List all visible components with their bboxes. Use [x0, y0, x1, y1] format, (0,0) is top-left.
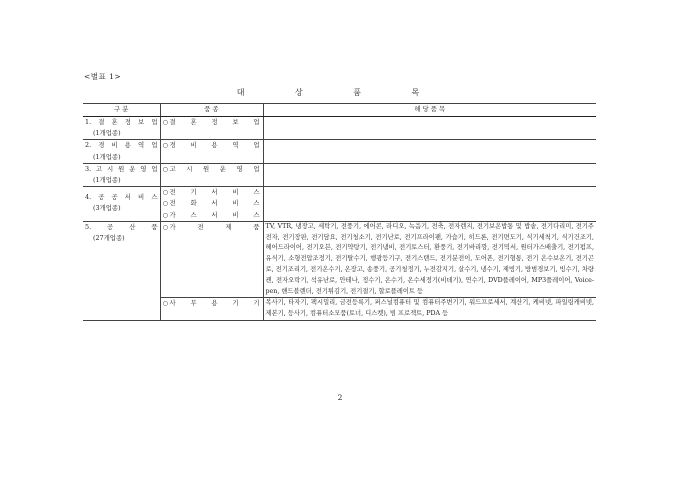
category-count: (1개업종) [93, 152, 121, 161]
item-line: ○ 결 혼 정 보 업 [163, 117, 261, 128]
category-cell [83, 140, 160, 163]
annex-label: <별표 1> [84, 72, 122, 81]
page-title: 대 상 품 목 [236, 88, 444, 97]
category-cell [83, 117, 160, 140]
target-items-table [83, 103, 596, 321]
category-count: (3개업종) [93, 204, 121, 213]
header-applicable: 해 당 품 목 [263, 104, 596, 117]
bullet-icon: ○ [162, 299, 169, 308]
category-cell [83, 187, 160, 222]
item-cell [160, 140, 263, 163]
table-header-row [83, 104, 596, 117]
category-name: 3. 고 시 원 운 영 업 [85, 164, 158, 173]
bullet-icon: ○ [162, 222, 169, 231]
category-count: (27개업종) [93, 234, 125, 243]
category-name: 2. 경 비 용 역 업 [85, 141, 158, 150]
item-line: ○ 전 화 서 비 스 [163, 198, 261, 209]
category-cell [83, 221, 160, 320]
applicable-description: TV, VTR, 냉장고, 세탁기, 전풍기, 에어콘, 라디오, 녹음기, 전축, 전자렌지, 전기보온밥통 및 밥솥, 전기다리미, 전기주전자, 전기장판, 전기담요, 전기청소기, 전기난로, 전기프라이팬, 가습기, 히드론, 전기면도기, 식기세척기, 식기건조기, 헤어드라이어, 전기오븐, 전기약탕기, 전기냄비, 전기토스터, 환풍기, 전기바리깡, 전기믹서, 원터가스배출기, 전기펌프, 유식기, 소형전압조정기, 전기탈수기, 행광등기구, 전기스탠드, 전기분전이, 도어폰, 전기형통, 전기 온수보온기, 전기곤로, 전기조리기, 전기온수기, 온장고, 송풍기, 공기청정기, 누전감지기, 살수기, 냉수기, 제빙기, 방범경보기, 빙수기, 차량켄, 전자오락기, 석유난로, 안테나, 정수기, 온수기, 온수세정기(비데기), 연수기, DVD플레이어, MP3플레이어, Voice-pen, 핸드블렌더, 전기튀김기, 전기절기, 할로플레이트 등 [263, 221, 596, 298]
table-row [83, 140, 596, 163]
item-cell [160, 117, 263, 140]
category-name: 1. 결 혼 정 보 업 [85, 118, 158, 126]
applicable-description: 복사기, 타자기, 팩시밀리, 금전등록기, 퍼스널컴퓨터 및 컴퓨터주변기기, 워드프로세서, 계산기, 케비넷, 파일링캐비넷, 제본기, 등사기, 컴퓨터소모품(토너, 디스켓), 빔 프로젝트, PDA 등 [263, 298, 596, 321]
bullet-icon: ○ [162, 210, 169, 219]
applicable-cell [263, 187, 596, 222]
page-number: 2 [337, 393, 343, 402]
item-line: ○ 가 전 제 품 [163, 222, 261, 233]
item-cell [160, 163, 263, 186]
table-row [83, 298, 596, 321]
table-row [83, 221, 596, 298]
item-line: ○ 전 기 서 비 스 [163, 187, 261, 198]
category-cell [83, 163, 160, 186]
header-division: 구 분 [83, 104, 160, 117]
applicable-cell [263, 163, 596, 186]
bullet-icon: ○ [162, 164, 169, 173]
item-line: ○ 고 시 원 운 영 업 [163, 164, 261, 175]
item-line: ○ 사 무 용 기 기 [163, 298, 261, 309]
bullet-icon: ○ [162, 188, 169, 197]
category-name: 4. 공 공 서 비 스 [85, 193, 158, 202]
applicable-cell [263, 117, 596, 140]
item-cell [160, 187, 263, 222]
bullet-icon: ○ [162, 118, 169, 126]
table-row [83, 163, 596, 186]
item-cell [160, 221, 263, 298]
category-count: (1개업종) [93, 129, 121, 138]
category-count: (1개업종) [93, 176, 121, 185]
table-row [83, 117, 596, 140]
header-item: 품 종 [160, 104, 263, 117]
item-line: ○ 경 비 용 역 업 [163, 140, 261, 151]
item-line: ○ 가 스 서 비 스 [163, 210, 261, 221]
applicable-cell [263, 140, 596, 163]
category-name: 5. 공 산 품 [85, 222, 158, 231]
bullet-icon: ○ [162, 199, 169, 208]
item-cell [160, 298, 263, 321]
bullet-icon: ○ [162, 141, 169, 150]
table-row [83, 187, 596, 222]
